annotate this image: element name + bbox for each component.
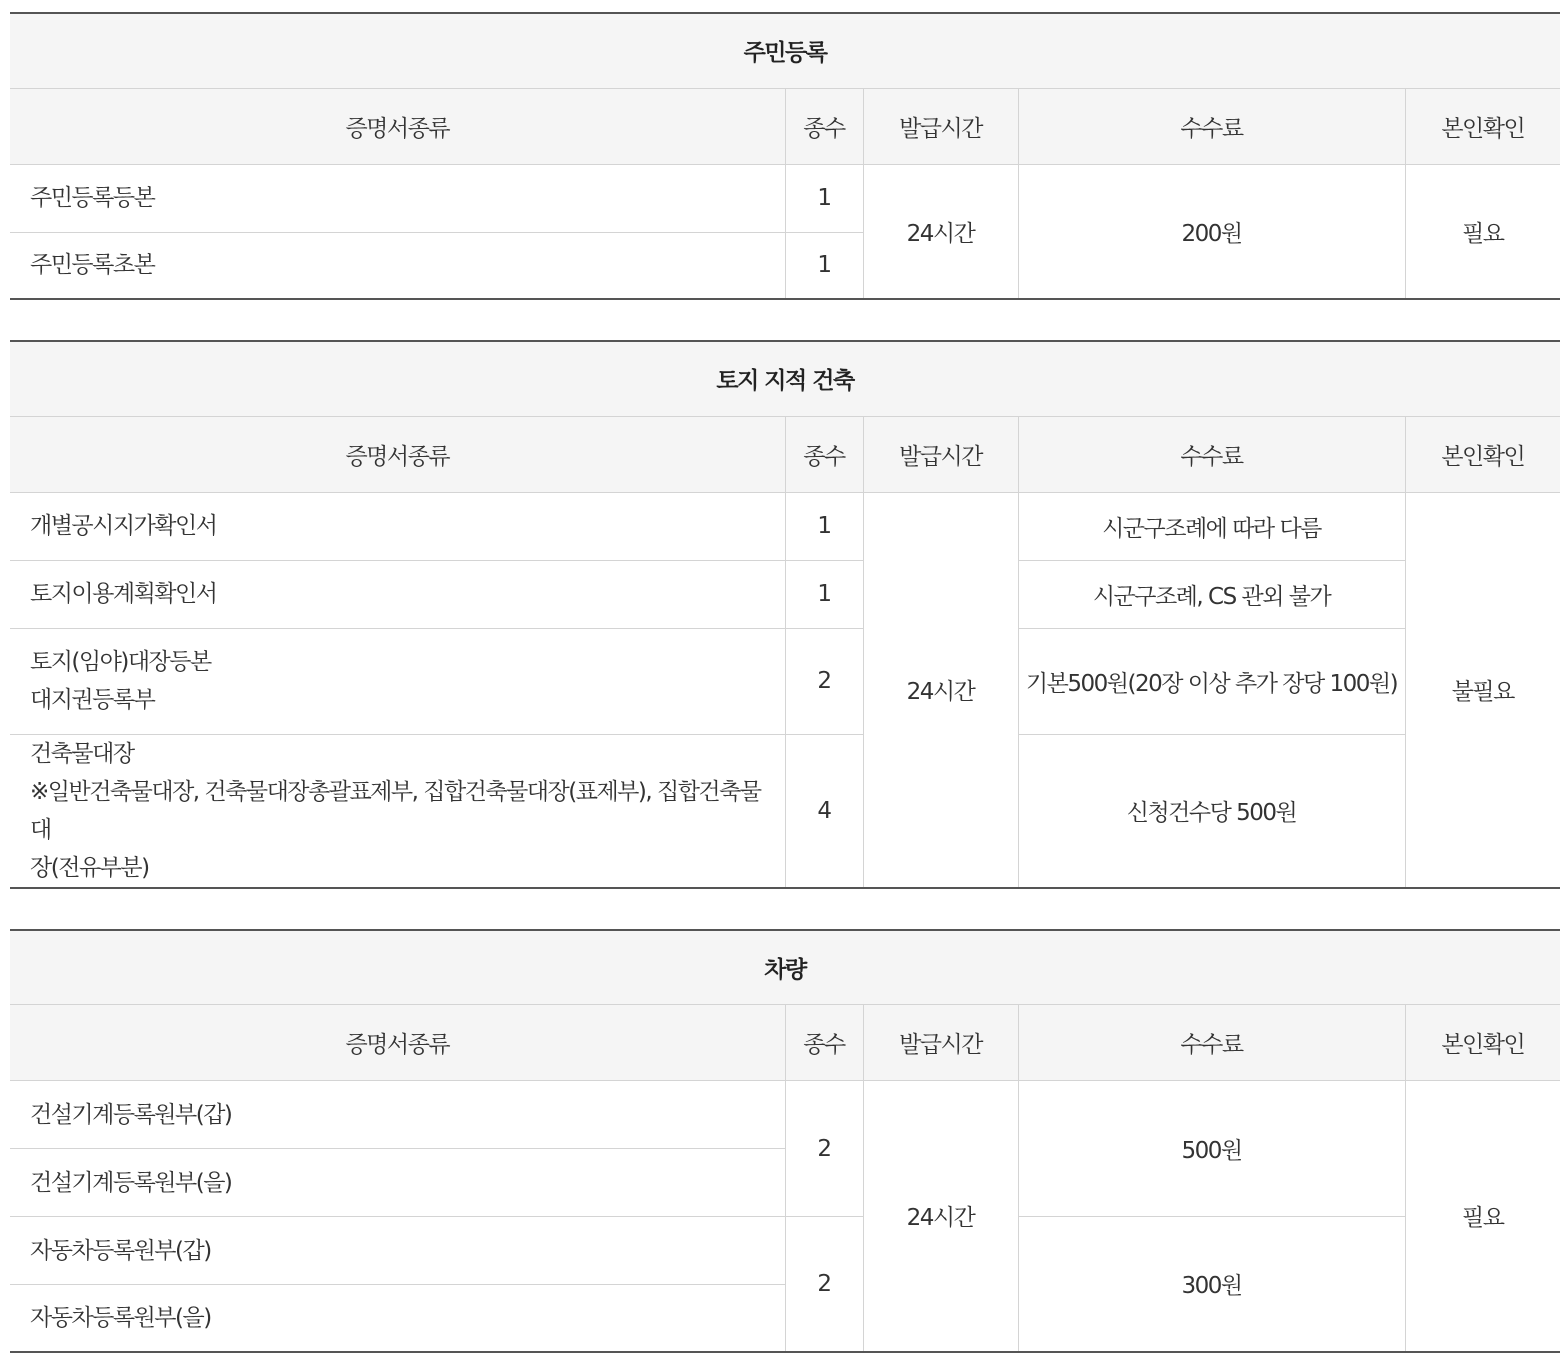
doc-count: 2 <box>785 1217 863 1352</box>
table-header-row <box>10 1005 1560 1081</box>
fee: 신청건수당 500원 <box>1018 734 1405 888</box>
table-row <box>10 492 1560 560</box>
doc-name-line: 장(전유부분) <box>30 854 149 881</box>
header-fee: 수수료 <box>1018 88 1405 164</box>
fee: 시군구조례에 따라 다름 <box>1018 492 1405 560</box>
doc-name: 개별공시지가확인서 <box>10 492 785 560</box>
doc-count: 2 <box>785 1081 863 1217</box>
table-header-row <box>10 88 1560 164</box>
doc-name: 주민등록초본 <box>10 232 785 299</box>
table-title-row <box>10 930 1560 1005</box>
header-issue-time: 발급시간 <box>863 416 1018 492</box>
doc-count: 1 <box>785 560 863 628</box>
header-identity-check: 본인확인 <box>1405 88 1560 164</box>
doc-count: 1 <box>785 164 863 232</box>
table-vehicle <box>10 929 1560 1353</box>
header-issue-time: 발급시간 <box>863 1005 1018 1081</box>
doc-name-line: 건축물대장 <box>30 740 134 767</box>
doc-name: 건설기계등록원부(을) <box>10 1149 785 1217</box>
header-doc-type: 증명서종류 <box>10 88 785 164</box>
fee: 300원 <box>1018 1217 1405 1352</box>
doc-name <box>10 734 785 888</box>
header-doc-type: 증명서종류 <box>10 1005 785 1081</box>
header-doc-type: 증명서종류 <box>10 416 785 492</box>
fee: 200원 <box>1018 164 1405 299</box>
identity-check: 필요 <box>1405 1081 1560 1352</box>
header-identity-check: 본인확인 <box>1405 1005 1560 1081</box>
issue-time: 24시간 <box>863 492 1018 888</box>
doc-name: 자동차등록원부(갑) <box>10 1217 785 1285</box>
issue-time: 24시간 <box>863 164 1018 299</box>
doc-name-line: 대지권등록부 <box>30 687 155 713</box>
header-fee: 수수료 <box>1018 1005 1405 1081</box>
identity-check: 필요 <box>1405 164 1560 299</box>
table-row <box>10 560 1560 628</box>
identity-check: 불필요 <box>1405 492 1560 888</box>
doc-name-line: ※일반건축물대장, 건축물대장총괄표제부, 집합건축물대장(표제부), 집합건축물대 <box>30 778 761 843</box>
doc-count: 2 <box>785 628 863 734</box>
doc-name: 토지이용계획확인서 <box>10 560 785 628</box>
header-count: 종수 <box>785 1005 863 1081</box>
doc-name: 주민등록등본 <box>10 164 785 232</box>
table-resident-registration <box>10 12 1560 300</box>
table-row <box>10 734 1560 888</box>
table-row <box>10 164 1560 232</box>
table-land-building <box>10 340 1560 889</box>
table-title-row <box>10 341 1560 416</box>
doc-count: 4 <box>785 734 863 888</box>
fee: 시군구조례, CS 관외 불가 <box>1018 560 1405 628</box>
section-title: 주민등록 <box>10 13 1560 88</box>
header-issue-time: 발급시간 <box>863 88 1018 164</box>
table-row <box>10 1217 1560 1285</box>
header-count: 종수 <box>785 88 863 164</box>
section-title: 토지 지적 건축 <box>10 341 1560 416</box>
doc-name: 자동차등록원부(을) <box>10 1285 785 1352</box>
table-row <box>10 1081 1560 1149</box>
doc-count: 1 <box>785 492 863 560</box>
table-title-row <box>10 13 1560 88</box>
issue-time: 24시간 <box>863 1081 1018 1352</box>
fee: 기본500원(20장 이상 추가 장당 100원) <box>1018 628 1405 734</box>
doc-name: 건설기계등록원부(갑) <box>10 1081 785 1149</box>
table-row <box>10 628 1560 734</box>
doc-name-line: 토지(임야)대장등본 <box>30 649 211 675</box>
certificate-fee-tables <box>10 12 1560 1353</box>
section-title: 차량 <box>10 930 1560 1005</box>
table-header-row <box>10 416 1560 492</box>
doc-count: 1 <box>785 232 863 299</box>
fee: 500원 <box>1018 1081 1405 1217</box>
header-count: 종수 <box>785 416 863 492</box>
header-fee: 수수료 <box>1018 416 1405 492</box>
header-identity-check: 본인확인 <box>1405 416 1560 492</box>
doc-name <box>10 628 785 734</box>
